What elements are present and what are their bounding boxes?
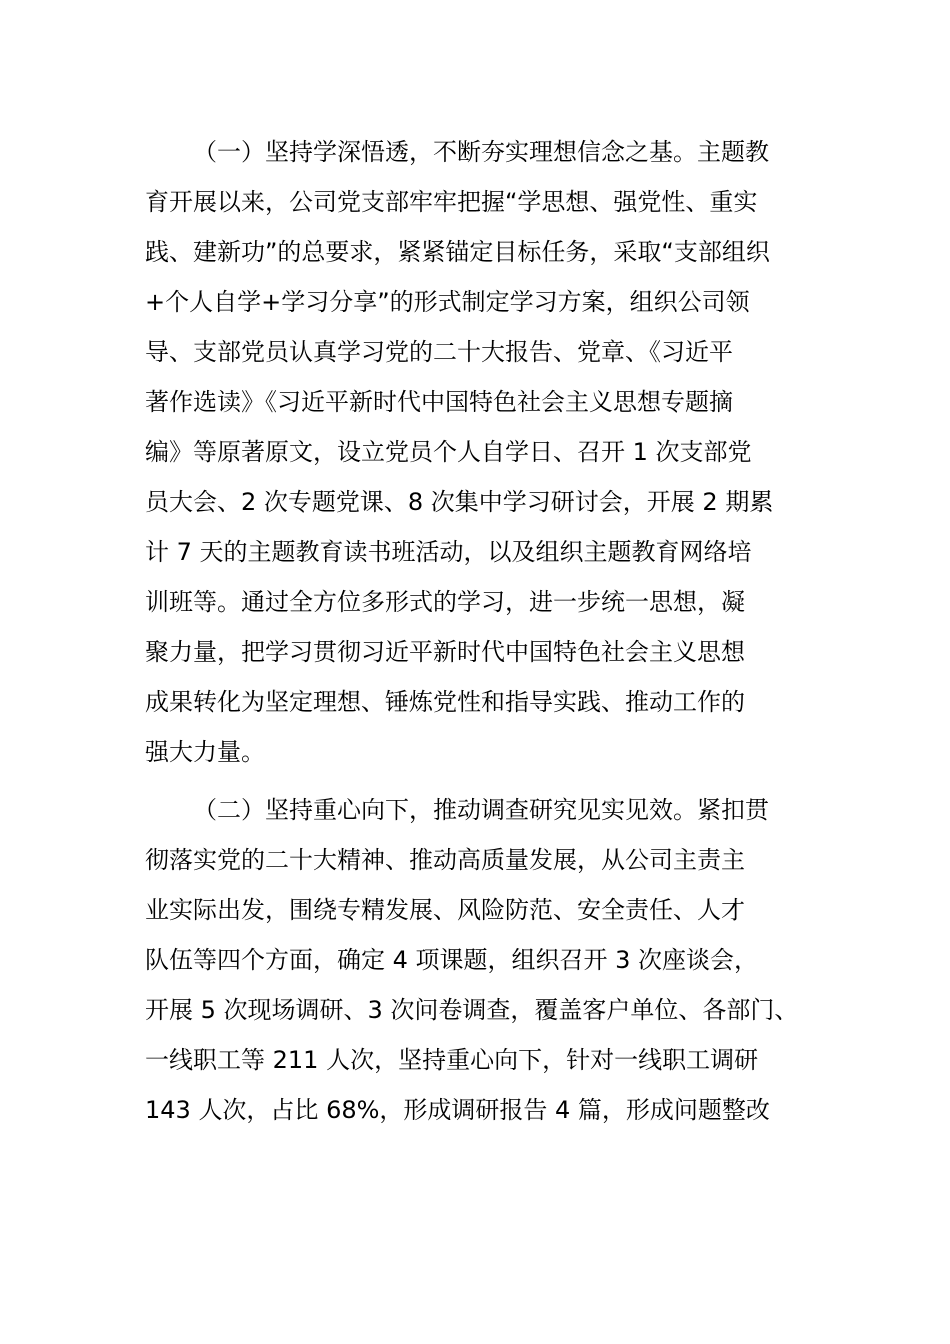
text-line: 训班等。通过全方位多形式的学习，进一步统一思想，凝 [145, 588, 745, 616]
text-line: 彻落实党的二十大精神、推动高质量发展，从公司主责主 [145, 846, 745, 874]
text-line: 成果转化为坚定理想、锤炼党性和指导实践、推动工作的 [145, 688, 745, 716]
text-line: 开展 5 次现场调研、3 次问卷调查，覆盖客户单位、各部门、 [145, 996, 799, 1024]
text-line: 计 7 天的主题教育读书班活动，以及组织主题教育网络培 [145, 538, 752, 566]
text-line: +个人自学+学习分享”的形式制定学习方案，组织公司领 [145, 288, 750, 316]
paragraph-research [145, 785, 815, 1135]
text-line: 143 人次，占比 68%，形成调研报告 4 篇，形成问题整改 [145, 1096, 770, 1124]
text-line: 践、建新功”的总要求，紧紧锚定目标任务，采取“支部组织 [145, 238, 770, 266]
text-line: 业实际出发，围绕专精发展、风险防范、安全责任、人才 [145, 896, 745, 924]
text-line: 编》等原著原文，设立党员个人自学日、召开 1 次支部党 [145, 438, 752, 466]
text-line: 导、支部党员认真学习党的二十大报告、党章、《习近平 [145, 338, 733, 366]
text-line: 强大力量。 [145, 738, 265, 766]
text-line: （一）坚持学深悟透，不断夯实理想信念之基。主题教 [193, 138, 769, 166]
text-line: （二）坚持重心向下，推动调查研究见实见效。紧扣贯 [193, 796, 769, 824]
text-line: 著作选读》《习近平新时代中国特色社会主义思想专题摘 [145, 388, 733, 416]
text-line: 聚力量，把学习贯彻习近平新时代中国特色社会主义思想 [145, 638, 745, 666]
text-line: 一线职工等 211 人次，坚持重心向下，针对一线职工调研 [145, 1046, 759, 1074]
text-line: 员大会、2 次专题党课、8 次集中学习研讨会，开展 2 期累 [145, 488, 774, 516]
text-line: 育开展以来，公司党支部牢牢把握“学思想、强党性、重实 [145, 188, 758, 216]
text-line: 队伍等四个方面，确定 4 项课题，组织召开 3 次座谈会， [145, 946, 759, 974]
document-body [145, 127, 815, 1135]
paragraph-study [145, 127, 815, 777]
